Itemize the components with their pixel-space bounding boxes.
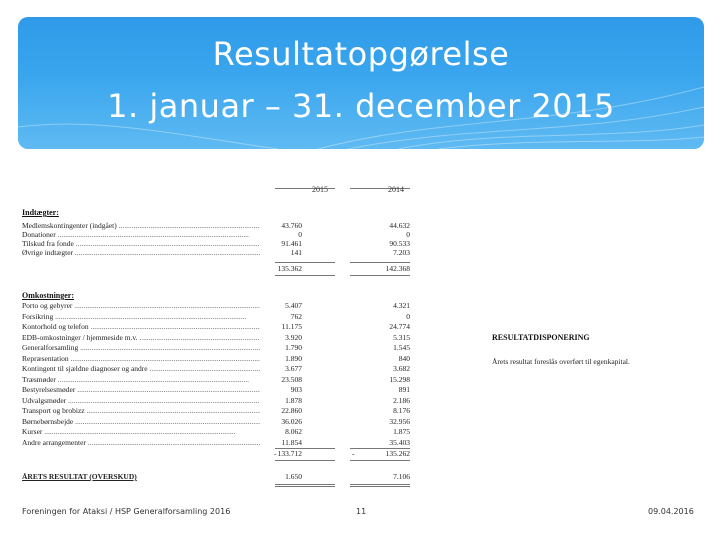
expense-row-v2015: 903 [290, 385, 302, 394]
income-row [22, 221, 422, 230]
expense-row-label: Kontorhold og telefon ..... [22, 322, 260, 331]
income-total-2015: 135.362 [277, 264, 302, 273]
expense-row-label: Porto og gebyrer ..... [22, 301, 260, 310]
expense-row [22, 354, 422, 363]
income-row-label: Øvrige indtægter ..... [22, 248, 260, 257]
expense-row-v2014: 840 [398, 353, 410, 363]
expense-row [22, 375, 422, 384]
disposition-text: Årets resultat foreslås overført til egenkapital. [492, 357, 630, 366]
income-row-v2014: 90.533 [389, 239, 410, 248]
expense-row [22, 333, 422, 342]
expense-row-v2014: 8.176 [393, 406, 410, 415]
subtotal-rule [275, 262, 335, 263]
total-rule [350, 460, 410, 461]
expense-row-label: Kontingent til sjældne diagnoser og andre ..... [22, 364, 260, 373]
expense-row-v2014: 15.298 [389, 374, 410, 384]
slide-title-line2: 1. januar – 31. december 2015 [107, 87, 615, 125]
column-header-2014: 2014 [388, 185, 404, 194]
expense-row-v2014: 3.682 [393, 364, 410, 373]
result-label: ÅRETS RESULTAT (OVERSKUD) [22, 472, 137, 481]
footer-organization: Foreningen for Ataksi / HSP Generalforsamling 2016 [22, 507, 231, 516]
income-row-label: Donationer ..... [22, 230, 260, 239]
expense-row [22, 427, 422, 436]
expense-row-label: Træsmøder ..... [22, 375, 260, 384]
expenses-total-row [22, 449, 422, 458]
expense-row-label: Repræsentation ..... [22, 354, 260, 363]
income-row-v2015: 141 [290, 248, 302, 257]
double-rule [350, 486, 410, 487]
expense-row [22, 385, 422, 394]
income-row-v2015: 0 [298, 230, 302, 239]
expense-row [22, 364, 422, 373]
double-rule [275, 484, 335, 485]
expense-row-v2015: 1.790 [285, 343, 302, 352]
expense-row-v2014: 5.315 [393, 332, 410, 342]
expense-row-v2015: 23.508 [281, 374, 302, 384]
expense-row-label: Forsikring ..... [22, 312, 260, 321]
expense-row-v2015: 36.026 [281, 416, 302, 426]
income-row-v2014: 44.632 [389, 221, 410, 230]
expense-row [22, 406, 422, 415]
footer-date: 09.04.2016 [648, 507, 694, 516]
slide-number: 11 [356, 507, 367, 516]
expense-row-label: Kurser ..... [22, 427, 260, 436]
total-rule [350, 275, 410, 276]
expense-row-v2014: 24.774 [389, 322, 410, 331]
expense-row-label: Transport og brobizz ..... [22, 406, 260, 415]
income-total-row [22, 264, 422, 273]
income-row-label: Tilskud fra fonde ..... [22, 239, 260, 248]
expense-row-v2014: 35.403 [389, 437, 410, 447]
expense-row-label: EDB-omkostninger / hjemmeside m.v. ..... [22, 333, 260, 342]
double-rule [350, 484, 410, 485]
expense-row-v2014: 2.186 [393, 395, 410, 405]
income-row-v2015: 43.760 [281, 221, 302, 230]
expense-row-label: Børnebørnsbejde ..... [22, 417, 260, 426]
column-header-2015: 2015 [312, 185, 328, 194]
expense-row-v2015: 3.677 [285, 364, 302, 373]
income-total-2014: 142.368 [385, 264, 410, 273]
expense-row-v2015: 11.854 [281, 437, 302, 447]
expense-row-v2014: 1.545 [393, 343, 410, 352]
expense-row-v2014: 891 [398, 385, 410, 394]
total-rule [275, 275, 335, 276]
expense-row-v2015: 11.175 [281, 322, 302, 331]
income-row [22, 239, 422, 248]
expense-row-label: Andre arrangementer ..... [22, 438, 260, 447]
income-row-v2015: 91.461 [281, 239, 302, 248]
expense-row [22, 417, 422, 426]
expenses-total-2014: 135.262 [385, 449, 410, 458]
expense-row [22, 343, 422, 352]
expense-row [22, 301, 422, 310]
result-2014: 7.106 [393, 472, 410, 481]
expense-row-v2015: 762 [290, 311, 302, 321]
income-heading: Indtægter: [22, 208, 59, 217]
expense-row-v2015: 1.890 [285, 353, 302, 363]
expenses-heading: Omkostninger: [22, 291, 74, 300]
expense-row-label: Udvalgsmøder ..... [22, 396, 260, 405]
subtotal-rule [350, 262, 410, 263]
result-2015: 1.650 [285, 472, 302, 481]
expense-row-v2014: 0 [406, 311, 410, 321]
total-rule [275, 460, 335, 461]
expense-row [22, 312, 422, 321]
expense-row [22, 438, 422, 447]
result-row [22, 472, 422, 481]
expense-row-v2015: 8.062 [285, 427, 302, 436]
income-row-label: Medlemskontingenter (indgået) ..... [22, 221, 260, 230]
expense-row-v2015: 3.920 [285, 332, 302, 342]
expense-row-v2014: 32.956 [389, 416, 410, 426]
expense-row [22, 396, 422, 405]
expense-row-v2015: 22.860 [281, 406, 302, 415]
income-row-v2014: 0 [406, 230, 410, 239]
expense-row [22, 322, 422, 331]
expense-row-v2014: 1.875 [393, 427, 410, 436]
expenses-total-sign-2014: - [352, 449, 355, 458]
disposition-heading: RESULTATDISPONERING [492, 333, 590, 342]
slide-title-line1: Resultatopgørelse [212, 35, 510, 73]
double-rule [275, 486, 335, 487]
expense-row-v2015: 5.407 [285, 301, 302, 310]
income-row [22, 248, 422, 257]
income-row-v2014: 7.203 [393, 248, 410, 257]
income-row [22, 230, 422, 239]
expense-row-label: Bestyrelsesmøder ..... [22, 385, 260, 394]
expenses-total-sign-2015: - [274, 449, 277, 458]
expenses-total-2015: 133.712 [277, 449, 302, 458]
expense-row-label: Generalforsamling ..... [22, 343, 260, 352]
expense-row-v2015: 1.878 [285, 395, 302, 405]
expense-row-v2014: 4.321 [393, 301, 410, 310]
